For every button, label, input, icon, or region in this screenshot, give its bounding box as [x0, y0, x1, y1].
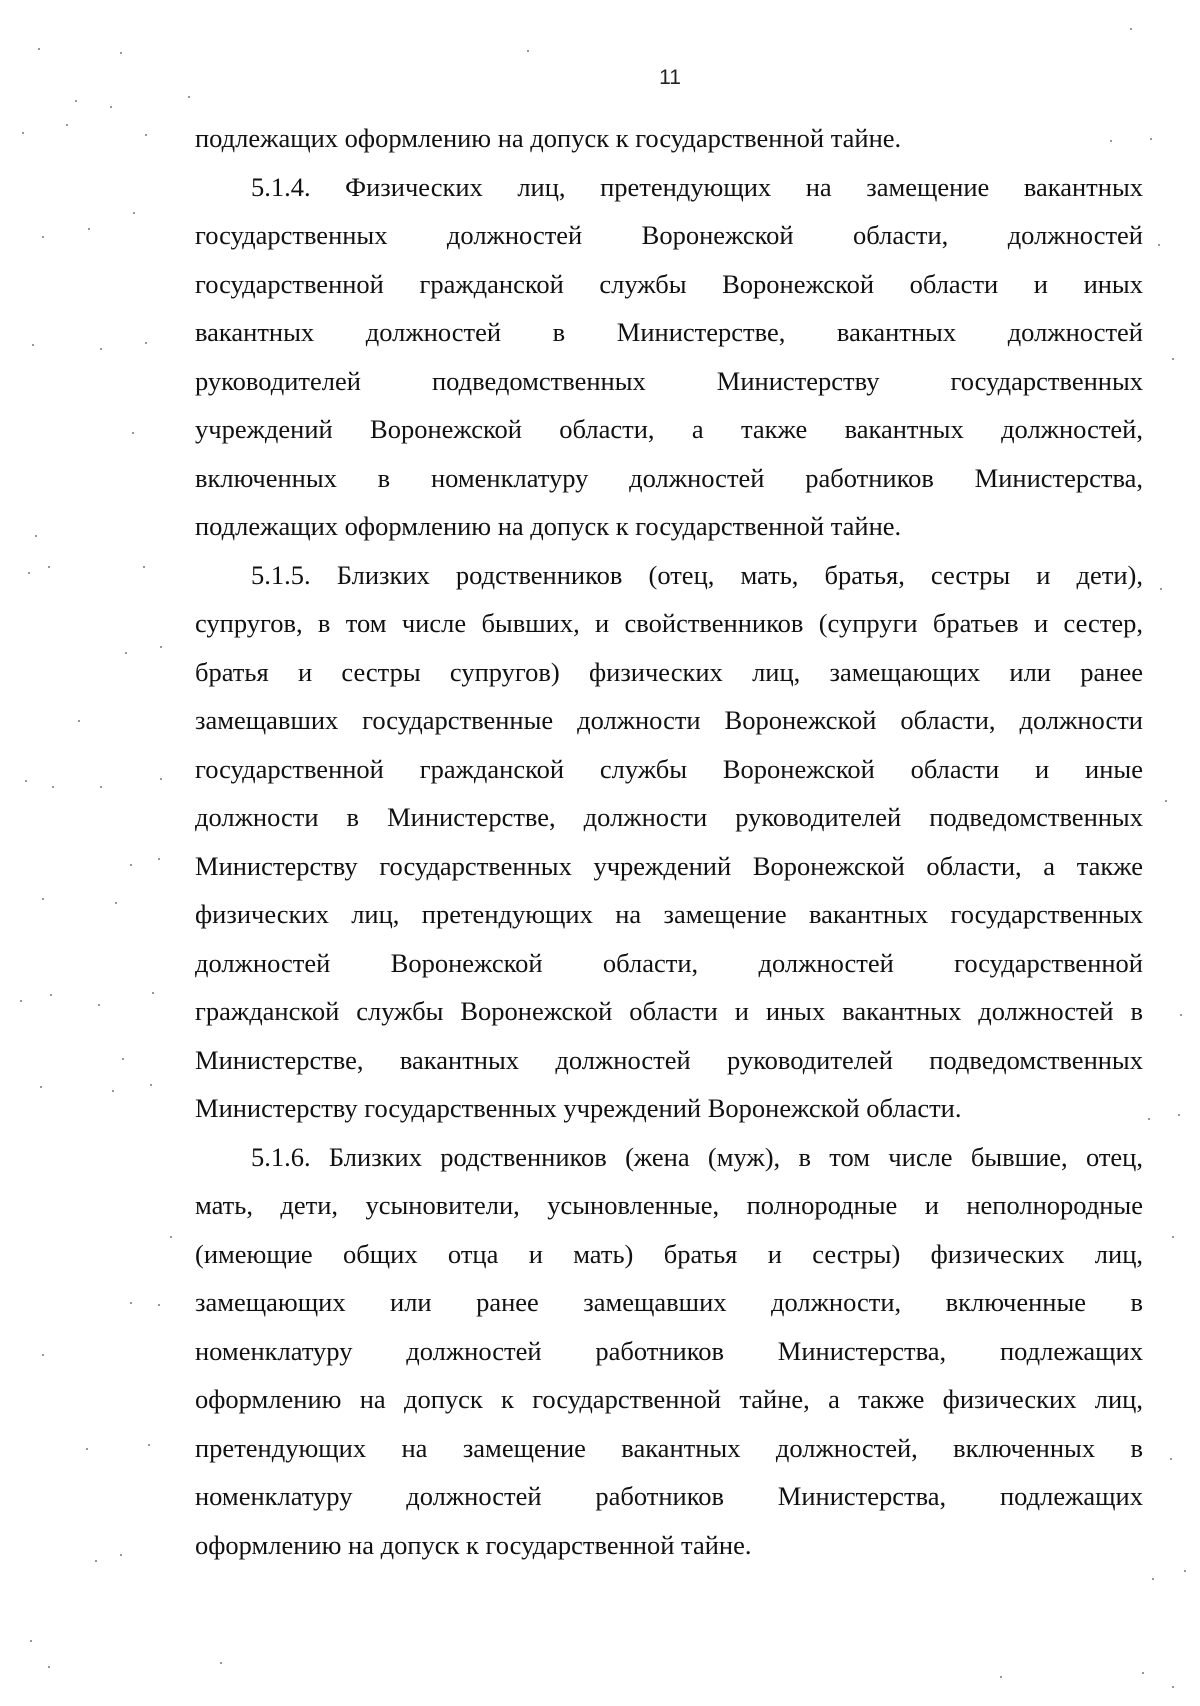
text-line: включенных в номенклатуру должностей работников Министерства,	[195, 462, 1143, 493]
scan-speck	[133, 212, 135, 214]
scan-speck	[145, 342, 147, 344]
text-line: 5.1.5. Близких родственников (отец, мать, братья, сестры и дети),	[251, 559, 1143, 590]
text-line: государственных должностей Воронежской области, должностей	[195, 220, 1143, 250]
text-line: физических лиц, претендующих на замещение вакантных государственных	[195, 899, 1143, 929]
text-line: подлежащих оформлению на допуск к государственной тайне.	[195, 123, 902, 153]
scan-speck	[20, 1000, 22, 1002]
scan-speck	[110, 106, 112, 108]
paragraph-5-1-5	[195, 551, 1143, 1133]
page-number: 11	[659, 66, 681, 89]
scan-speck	[1165, 800, 1167, 802]
scan-speck	[1152, 1578, 1154, 1580]
scan-speck	[28, 572, 30, 574]
scan-speck	[220, 1662, 222, 1664]
scan-speck	[1158, 244, 1160, 246]
text-line: Министерстве, вакантных должностей руководителей подведомственных	[195, 1044, 1143, 1075]
scan-speck	[40, 1086, 42, 1088]
scan-speck	[25, 780, 27, 782]
scan-speck	[148, 1444, 150, 1446]
text-line: должности в Министерстве, должности руководителей подведомственных	[195, 802, 1143, 832]
scan-speck	[132, 432, 134, 434]
scan-speck	[48, 566, 50, 568]
scan-speck	[22, 132, 24, 134]
scan-speck	[42, 236, 44, 238]
text-line: (имеющие общих отца и мать) братья и сестры) физических лиц,	[195, 1238, 1143, 1269]
text-line: подлежащих оформлению на допуск к государственной тайне.	[195, 511, 902, 541]
text-line: мать, дети, усыновители, усыновленные, полнородные и неполнородные	[195, 1190, 1143, 1220]
text-line: оформлению на допуск к государственной тайне, а также физических лиц,	[195, 1384, 1143, 1414]
scan-speck	[52, 786, 54, 788]
scan-speck	[188, 96, 190, 98]
scan-speck	[98, 1004, 100, 1006]
scan-speck	[1170, 1458, 1172, 1460]
scan-speck	[1172, 1686, 1174, 1688]
scan-speck	[38, 48, 40, 50]
scan-speck	[125, 652, 127, 654]
paragraph-continuation	[195, 114, 1143, 163]
scan-speck	[95, 1560, 97, 1562]
scan-speck	[66, 124, 68, 126]
scan-speck	[1172, 358, 1174, 360]
text-line: Министерству государственных учреждений Воронежской области.	[195, 1093, 962, 1123]
scan-speck	[1000, 1676, 1002, 1678]
scan-speck	[1180, 1014, 1182, 1016]
scan-speck	[150, 1084, 152, 1086]
scan-speck	[527, 50, 529, 52]
text-line: замещающих или ранее замещавших должности, включенные в	[195, 1287, 1143, 1317]
scan-speck	[1148, 1118, 1150, 1120]
paragraph-5-1-6	[195, 1133, 1143, 1570]
text-line: государственной гражданской службы Воронежской области и иные	[195, 753, 1143, 784]
scan-speck	[78, 720, 80, 722]
scan-speck	[120, 1554, 122, 1556]
scan-speck	[50, 994, 52, 996]
scan-speck	[48, 1666, 50, 1668]
scan-speck	[1172, 1236, 1174, 1238]
scan-speck	[1150, 138, 1152, 140]
scan-speck	[120, 52, 122, 54]
text-line: гражданской службы Воронежской области и иных вакантных должностей в	[195, 996, 1143, 1026]
text-line: братья и сестры супругов) физических лиц, замещающих или ранее	[195, 656, 1143, 687]
scan-speck	[158, 1304, 160, 1306]
scan-speck	[1130, 28, 1132, 30]
scan-speck	[160, 646, 162, 648]
scan-speck	[130, 1302, 132, 1304]
scan-speck	[1142, 1672, 1144, 1674]
scan-speck	[170, 1236, 172, 1238]
text-line: номенклатуру должностей работников Министерства, подлежащих	[195, 1481, 1143, 1511]
text-line: государственной гражданской службы Воронежской области и иных	[195, 268, 1143, 299]
scan-speck	[160, 778, 162, 780]
text-line: номенклатуру должностей работников Министерства, подлежащих	[195, 1335, 1143, 1366]
text-line: замещавших государственные должности Воронежской области, должности	[195, 705, 1143, 735]
scan-speck	[100, 786, 102, 788]
scan-speck	[75, 100, 77, 102]
text-line: претендующих на замещение вакантных должностей, включенных в	[195, 1432, 1143, 1463]
scan-speck	[100, 348, 102, 350]
scan-speck	[130, 864, 132, 866]
scan-speck	[115, 902, 117, 904]
text-line: Министерству государственных учреждений Воронежской области, а также	[195, 850, 1143, 881]
scan-speck	[32, 344, 34, 346]
scan-speck	[1110, 140, 1112, 142]
scan-speck	[86, 1448, 88, 1450]
scan-speck	[1178, 1114, 1180, 1116]
text-line: супругов, в том числе бывших, и свойственников (супруги братьев и сестер,	[195, 608, 1143, 638]
scan-speck	[1160, 588, 1162, 590]
scan-speck	[1184, 1570, 1186, 1572]
scan-speck	[35, 535, 37, 537]
document-body	[195, 114, 1143, 1569]
scan-speck	[152, 992, 154, 994]
scan-speck	[158, 858, 160, 860]
scan-speck	[143, 566, 145, 568]
scan-speck	[88, 228, 90, 230]
text-line: 5.1.4. Физических лиц, претендующих на замещение вакантных	[251, 171, 1143, 202]
scan-speck	[30, 1640, 32, 1642]
scan-speck	[145, 134, 147, 136]
text-line: оформлению на допуск к государственной тайне.	[195, 1529, 752, 1560]
scan-speck	[42, 898, 44, 900]
scan-speck	[122, 1058, 124, 1060]
text-line: 5.1.6. Близких родственников (жена (муж), в том числе бывшие, отец,	[251, 1141, 1143, 1172]
text-line: руководителей подведомственных Министерству государственных	[195, 365, 1143, 396]
text-line: должностей Воронежской области, должностей государственной	[195, 947, 1143, 978]
text-line: учреждений Воронежской области, а также вакантных должностей,	[195, 414, 1143, 444]
paragraph-5-1-4	[195, 163, 1143, 551]
text-line: вакантных должностей в Министерстве, вакантных должностей	[195, 317, 1143, 347]
scan-speck	[112, 1090, 114, 1092]
scan-speck	[42, 1354, 44, 1356]
